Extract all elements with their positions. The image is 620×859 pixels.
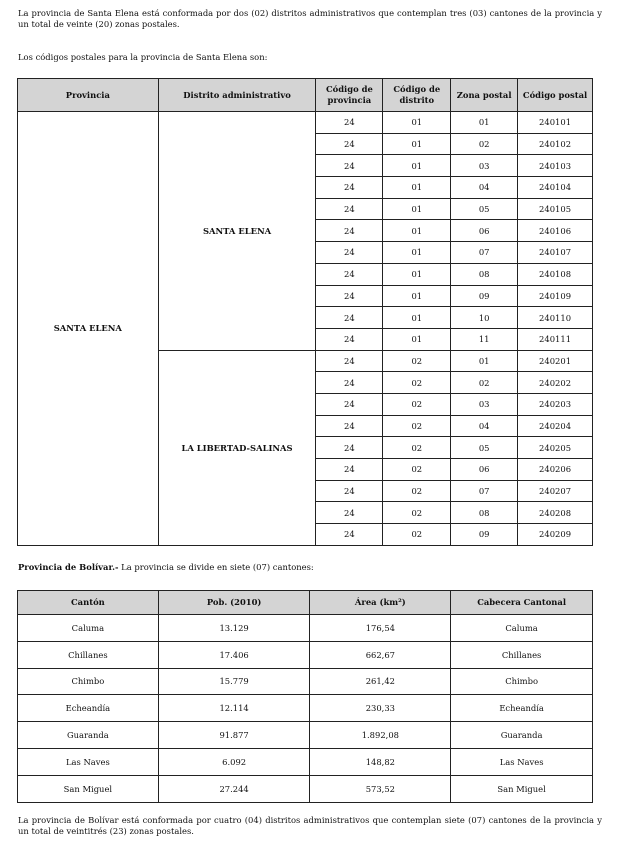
codigo-distrito-cell: 01 (383, 220, 451, 242)
table-row (18, 775, 593, 802)
codigo-provincia-cell: 24 (316, 177, 383, 199)
table-row (18, 615, 593, 642)
codigo-distrito-cell: 01 (383, 242, 451, 264)
codigo-provincia-cell: 24 (316, 415, 383, 437)
area-cell: 230,33 (310, 695, 451, 722)
codigo-postal-cell: 240209 (518, 524, 593, 546)
header-cabecera: Cabecera Cantonal (451, 591, 593, 615)
zona-postal-cell: 06 (451, 220, 518, 242)
codigo-postal-cell: 240202 (518, 372, 593, 394)
area-cell: 261,42 (310, 668, 451, 695)
codigo-distrito-cell: 02 (383, 459, 451, 481)
codigo-postal-cell: 240104 (518, 177, 593, 199)
codigo-postal-cell: 240111 (518, 328, 593, 350)
codigo-provincia-cell: 24 (316, 307, 383, 329)
codigo-postal-cell: 240103 (518, 155, 593, 177)
zona-postal-cell: 06 (451, 459, 518, 481)
codigo-provincia-cell: 24 (316, 220, 383, 242)
cabecera-cell: Guaranda (451, 722, 593, 749)
canton-cell: Caluma (18, 615, 159, 642)
bolivar-heading-bold: Provincia de Bolívar.- (18, 562, 119, 572)
poblacion-cell: 15.779 (158, 668, 310, 695)
codigo-provincia-cell: 24 (316, 198, 383, 220)
header-codigo-distrito: Código de distrito (383, 79, 451, 112)
codigo-postal-cell: 240106 (518, 220, 593, 242)
zona-postal-cell: 10 (451, 307, 518, 329)
postal-codes-heading: Los códigos postales para la provincia de Santa Elena son: (18, 52, 268, 62)
codigo-provincia-cell: 24 (316, 459, 383, 481)
codigo-distrito-cell: 02 (383, 502, 451, 524)
zona-postal-cell: 02 (451, 133, 518, 155)
codigo-distrito-cell: 01 (383, 263, 451, 285)
header-poblacion: Pob. (2010) (158, 591, 310, 615)
cabecera-cell: Las Naves (451, 748, 593, 775)
codigo-distrito-cell: 02 (383, 524, 451, 546)
zona-postal-cell: 01 (451, 112, 518, 134)
codigo-distrito-cell: 02 (383, 415, 451, 437)
codigo-distrito-cell: 02 (383, 372, 451, 394)
table-row (18, 668, 593, 695)
header-codigo-provincia: Código de provincia (316, 79, 383, 112)
codigo-postal-cell: 240205 (518, 437, 593, 459)
codigo-postal-cell: 240102 (518, 133, 593, 155)
zona-postal-cell: 03 (451, 393, 518, 415)
provincia-cell: SANTA ELENA (18, 112, 159, 546)
header-codigo-postal: Código postal (518, 79, 593, 112)
codigo-distrito-cell: 01 (383, 155, 451, 177)
zona-postal-cell: 05 (451, 198, 518, 220)
header-distrito: Distrito administrativo (158, 79, 316, 112)
poblacion-cell: 27.244 (158, 775, 310, 802)
table-row (18, 695, 593, 722)
codigo-postal-cell: 240204 (518, 415, 593, 437)
canton-cell: Echeandía (18, 695, 159, 722)
codigo-distrito-cell: 01 (383, 112, 451, 134)
table-row (18, 748, 593, 775)
codigo-provincia-cell: 24 (316, 502, 383, 524)
zona-postal-cell: 09 (451, 285, 518, 307)
canton-cell: San Miguel (18, 775, 159, 802)
codigo-distrito-cell: 01 (383, 133, 451, 155)
cabecera-cell: Caluma (451, 615, 593, 642)
codigo-postal-cell: 240207 (518, 480, 593, 502)
header-provincia: Provincia (18, 79, 159, 112)
table-row (18, 112, 593, 134)
zona-postal-cell: 02 (451, 372, 518, 394)
poblacion-cell: 17.406 (158, 641, 310, 668)
cabecera-cell: Echeandía (451, 695, 593, 722)
canton-cell: Chillanes (18, 641, 159, 668)
codigo-postal-cell: 240108 (518, 263, 593, 285)
area-cell: 148,82 (310, 748, 451, 775)
canton-cell: Las Naves (18, 748, 159, 775)
area-cell: 573,52 (310, 775, 451, 802)
poblacion-cell: 6.092 (158, 748, 310, 775)
bolivar-heading-rest: La provincia se divide en siete (07) cantones: (118, 562, 314, 572)
codigo-postal-cell: 240105 (518, 198, 593, 220)
area-cell: 1.892,08 (310, 722, 451, 749)
poblacion-cell: 12.114 (158, 695, 310, 722)
zona-postal-cell: 04 (451, 415, 518, 437)
codigo-postal-cell: 240206 (518, 459, 593, 481)
area-cell: 176,54 (310, 615, 451, 642)
zona-postal-cell: 01 (451, 350, 518, 372)
codigo-provincia-cell: 24 (316, 372, 383, 394)
codigo-distrito-cell: 02 (383, 393, 451, 415)
header-area: Área (km²) (310, 591, 451, 615)
codigo-postal-cell: 240101 (518, 112, 593, 134)
codigo-provincia-cell: 24 (316, 437, 383, 459)
cabecera-cell: Chillanes (451, 641, 593, 668)
codigo-provincia-cell: 24 (316, 393, 383, 415)
table-row (18, 722, 593, 749)
poblacion-cell: 13.129 (158, 615, 310, 642)
zona-postal-cell: 05 (451, 437, 518, 459)
codigo-postal-cell: 240110 (518, 307, 593, 329)
codigo-distrito-cell: 02 (383, 437, 451, 459)
zona-postal-cell: 11 (451, 328, 518, 350)
codigo-postal-cell: 240201 (518, 350, 593, 372)
zona-postal-cell: 07 (451, 480, 518, 502)
codigo-distrito-cell: 01 (383, 177, 451, 199)
codigo-provincia-cell: 24 (316, 285, 383, 307)
codigo-postal-cell: 240208 (518, 502, 593, 524)
codigo-distrito-cell: 01 (383, 307, 451, 329)
codigo-provincia-cell: 24 (316, 133, 383, 155)
table-row (18, 641, 593, 668)
codigo-distrito-cell: 02 (383, 480, 451, 502)
poblacion-cell: 91.877 (158, 722, 310, 749)
canton-cell: Guaranda (18, 722, 159, 749)
bolivar-heading (18, 562, 602, 573)
zona-postal-cell: 04 (451, 177, 518, 199)
bolivar-cantones-table (17, 590, 593, 803)
distrito-cell: SANTA ELENA (158, 112, 316, 351)
zona-postal-cell: 07 (451, 242, 518, 264)
codigo-provincia-cell: 24 (316, 263, 383, 285)
intro-paragraph: La provincia de Santa Elena está conformada por dos (02) distritos administrativos que contemplan tres (03) cantones de la provincia y un total de veinte (20) zonas postales. (18, 8, 602, 29)
header-zona-postal: Zona postal (451, 79, 518, 112)
outro-paragraph: La provincia de Bolívar está conformada por cuatro (04) distritos administrativos que contemplan siete (07) cantones de la provincia y un total de veintitrés (23) zonas postales. (18, 815, 602, 836)
cabecera-cell: San Miguel (451, 775, 593, 802)
codigo-provincia-cell: 24 (316, 328, 383, 350)
codigo-distrito-cell: 02 (383, 350, 451, 372)
codigo-provincia-cell: 24 (316, 112, 383, 134)
codigo-postal-cell: 240109 (518, 285, 593, 307)
codigo-provincia-cell: 24 (316, 242, 383, 264)
codigo-provincia-cell: 24 (316, 155, 383, 177)
canton-cell: Chimbo (18, 668, 159, 695)
zona-postal-cell: 08 (451, 502, 518, 524)
codigo-provincia-cell: 24 (316, 480, 383, 502)
header-canton: Cantón (18, 591, 159, 615)
codigo-provincia-cell: 24 (316, 350, 383, 372)
zona-postal-cell: 09 (451, 524, 518, 546)
codigo-distrito-cell: 01 (383, 198, 451, 220)
cabecera-cell: Chimbo (451, 668, 593, 695)
codigo-distrito-cell: 01 (383, 285, 451, 307)
codigo-postal-cell: 240107 (518, 242, 593, 264)
codigo-distrito-cell: 01 (383, 328, 451, 350)
area-cell: 662,67 (310, 641, 451, 668)
zona-postal-cell: 08 (451, 263, 518, 285)
table-header-row (18, 591, 593, 615)
codigo-provincia-cell: 24 (316, 524, 383, 546)
table-header-row (18, 79, 593, 112)
santa-elena-postal-table (17, 78, 593, 546)
zona-postal-cell: 03 (451, 155, 518, 177)
codigo-postal-cell: 240203 (518, 393, 593, 415)
distrito-cell: LA LIBERTAD-SALINAS (158, 350, 316, 545)
